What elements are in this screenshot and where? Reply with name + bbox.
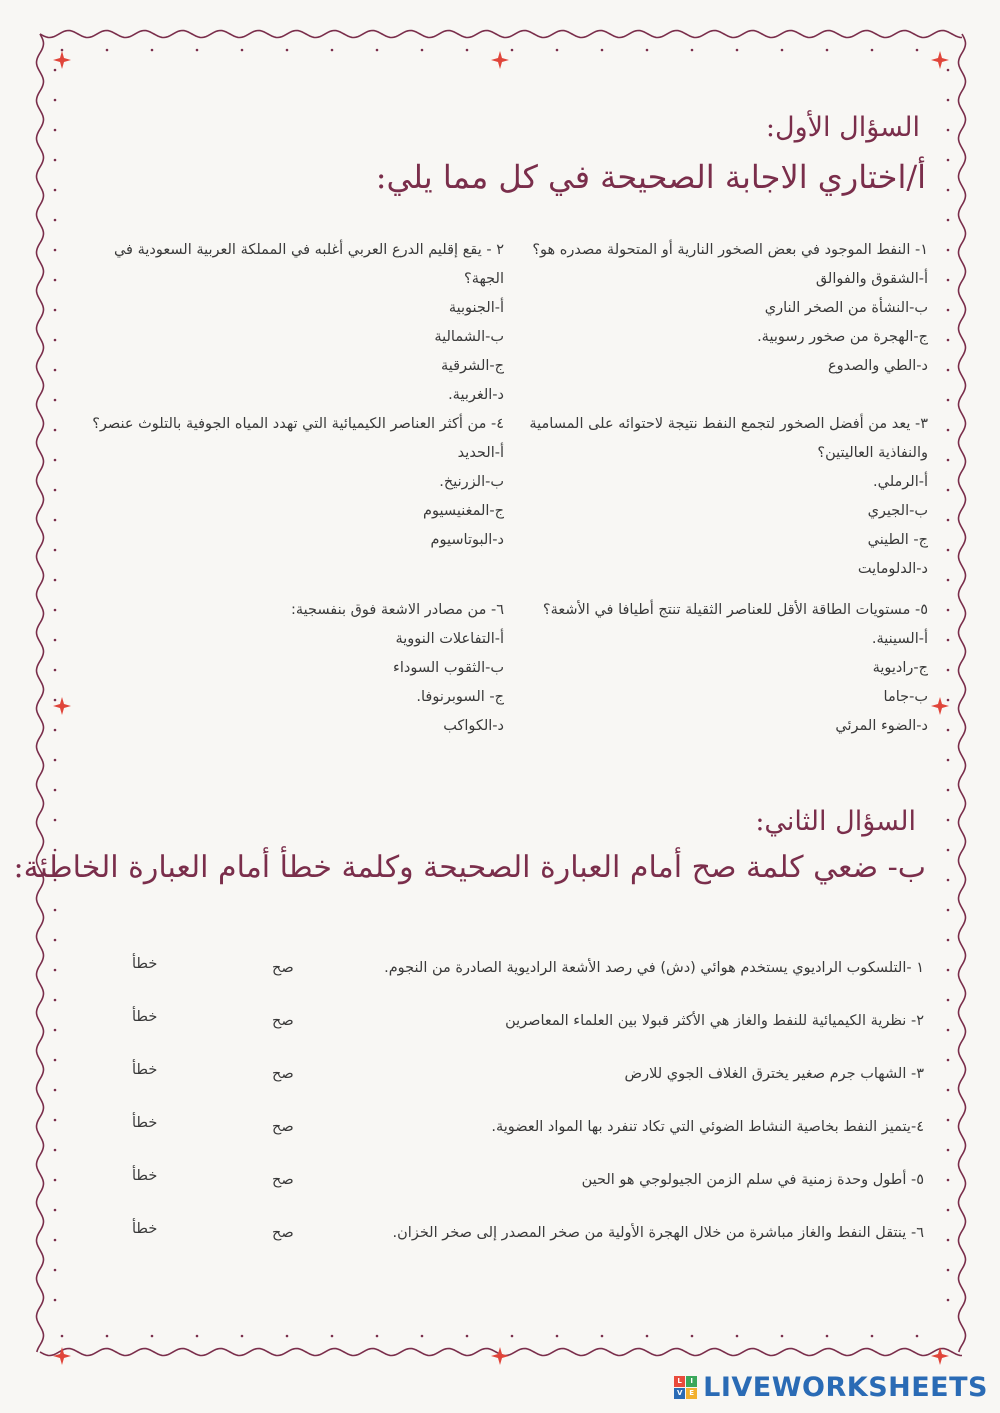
border-dot bbox=[54, 519, 57, 522]
border-dot bbox=[54, 459, 57, 462]
true-option[interactable]: صح bbox=[272, 960, 294, 976]
answer-option[interactable]: د-البوتاسيوم bbox=[430, 532, 504, 548]
answer-option[interactable]: أ-التفاعلات النووية bbox=[395, 631, 504, 647]
border-dot bbox=[376, 49, 379, 52]
border-dot bbox=[54, 1059, 57, 1062]
star-ornament-icon bbox=[53, 1347, 71, 1365]
border-dot bbox=[151, 49, 154, 52]
border-dot bbox=[947, 399, 950, 402]
border-dot bbox=[947, 369, 950, 372]
star-ornament-icon bbox=[491, 1347, 509, 1365]
border-dot bbox=[947, 579, 950, 582]
answer-option[interactable]: أ-الشقوق والفوالق bbox=[815, 271, 928, 287]
border-dot bbox=[916, 49, 919, 52]
mcq-question-3 bbox=[498, 410, 928, 584]
border-dot bbox=[947, 429, 950, 432]
border-dot bbox=[54, 999, 57, 1002]
answer-option[interactable]: د-الضوء المرئي bbox=[835, 718, 928, 734]
answer-option[interactable]: أ-الرملي. bbox=[873, 474, 928, 490]
false-option[interactable]: خطأ bbox=[132, 1062, 158, 1078]
false-option[interactable]: خطأ bbox=[132, 1115, 158, 1131]
answer-option[interactable]: د-الغربية. bbox=[448, 387, 504, 403]
border-dot bbox=[947, 309, 950, 312]
question-stem: ٦- من مصادر الاشعة فوق بنفسجية: bbox=[290, 602, 504, 618]
answer-option[interactable]: ب-الثقوب السوداء bbox=[393, 660, 504, 676]
border-dot bbox=[466, 1335, 469, 1338]
true-false-row-2 bbox=[0, 1009, 1000, 1039]
border-dot bbox=[54, 249, 57, 252]
border-dot bbox=[601, 1335, 604, 1338]
border-dot bbox=[947, 1299, 950, 1302]
border-dot bbox=[421, 49, 424, 52]
border-dot bbox=[947, 99, 950, 102]
border-dot bbox=[54, 939, 57, 942]
liveworksheets-brand: LIVEWORKSHEETS bbox=[703, 1372, 988, 1403]
border-dot bbox=[947, 759, 950, 762]
border-dot bbox=[54, 1149, 57, 1152]
border-dot bbox=[826, 1335, 829, 1338]
border-dot bbox=[947, 129, 950, 132]
answer-option[interactable]: أ-الحديد bbox=[457, 445, 504, 461]
true-false-row-4 bbox=[0, 1115, 1000, 1145]
question-two-instruction: ب- ضعي كلمة صح أمام العبارة الصحيحة وكلمة خطأ أمام العبارة الخاطئة: bbox=[13, 850, 926, 885]
border-dot bbox=[947, 519, 950, 522]
question-stem: ١- النفط الموجود في بعض الصخور النارية أو المتحولة مصدره هو؟ bbox=[532, 242, 928, 258]
border-dot bbox=[736, 49, 739, 52]
question-stem: ٥- مستويات الطاقة الأقل للعناصر الثقيلة تنتج أطيافا في الأشعة؟ bbox=[542, 602, 928, 618]
border-dot bbox=[947, 339, 950, 342]
statement-text: ٦- ينتقل النفط والغاز مباشرة من خلال الهجرة الأولية من صخر المصدر إلى صخر الخزان. bbox=[392, 1225, 924, 1241]
answer-option[interactable]: ب-الجيري bbox=[867, 503, 928, 519]
statement-text: ٥- أطول وحدة زمنية في سلم الزمن الجيولوجي هو الحين bbox=[581, 1172, 924, 1188]
border-dot bbox=[54, 339, 57, 342]
border-dot bbox=[556, 49, 559, 52]
border-dot bbox=[947, 669, 950, 672]
border-dot bbox=[826, 49, 829, 52]
border-dot bbox=[54, 159, 57, 162]
border-dot bbox=[54, 99, 57, 102]
answer-option[interactable]: أ-الجنوبية bbox=[448, 300, 504, 316]
border-dot bbox=[54, 909, 57, 912]
border-dot bbox=[286, 1335, 289, 1338]
border-dot bbox=[947, 1209, 950, 1212]
answer-option[interactable]: ج-راديوية bbox=[872, 660, 928, 676]
wavy-border-right bbox=[959, 34, 966, 1352]
answer-option[interactable]: د-الدلومايت bbox=[857, 561, 928, 577]
border-dot bbox=[54, 579, 57, 582]
answer-option[interactable]: ب-الشمالية bbox=[434, 329, 504, 345]
border-dot bbox=[54, 699, 57, 702]
mcq-question-5 bbox=[498, 596, 928, 741]
border-dot bbox=[54, 129, 57, 132]
wavy-border-left bbox=[37, 34, 44, 1352]
border-dot bbox=[331, 1335, 334, 1338]
border-dot bbox=[947, 909, 950, 912]
border-dot bbox=[947, 849, 950, 852]
mcq-question-2 bbox=[79, 236, 504, 410]
border-dot bbox=[947, 999, 950, 1002]
mcq-question-6 bbox=[79, 596, 504, 741]
answer-option[interactable]: د-الكواكب bbox=[443, 718, 504, 734]
border-dot bbox=[241, 1335, 244, 1338]
border-dot bbox=[61, 49, 64, 52]
true-option[interactable]: صح bbox=[272, 1119, 294, 1135]
true-false-row-1 bbox=[0, 956, 1000, 986]
border-dot bbox=[916, 1335, 919, 1338]
border-dot bbox=[421, 1335, 424, 1338]
border-dot bbox=[947, 789, 950, 792]
question-stem: ٣- يعد من أفضل الصخور لتجمع النفط نتيجة لاحتوائه على المسامية والنفاذية العاليتين؟ bbox=[529, 416, 928, 461]
true-option[interactable]: صح bbox=[272, 1013, 294, 1029]
border-dot bbox=[511, 1335, 514, 1338]
border-dot bbox=[781, 1335, 784, 1338]
border-dot bbox=[947, 69, 950, 72]
border-dot bbox=[286, 49, 289, 52]
border-dot bbox=[196, 1335, 199, 1338]
border-dot bbox=[466, 49, 469, 52]
border-dot bbox=[947, 819, 950, 822]
border-dot bbox=[947, 249, 950, 252]
border-dot bbox=[54, 399, 57, 402]
border-dot bbox=[54, 1209, 57, 1212]
border-dot bbox=[151, 1335, 154, 1338]
border-dot bbox=[54, 219, 57, 222]
border-dot bbox=[646, 1335, 649, 1338]
border-dot bbox=[54, 759, 57, 762]
border-dot bbox=[947, 279, 950, 282]
true-option[interactable]: صح bbox=[272, 1066, 294, 1082]
answer-option[interactable]: أ-السينية. bbox=[871, 631, 928, 647]
star-ornament-icon bbox=[491, 51, 509, 69]
answer-option[interactable]: ب-الزرنيخ. bbox=[439, 474, 504, 490]
statement-text: ٢- نظرية الكيميائية للنفط والغاز هي الأكثر قبولا بين العلماء المعاصرين bbox=[505, 1013, 924, 1029]
question-one-title: السؤال الأول: bbox=[765, 112, 920, 143]
question-one-instruction: أ/اختاري الاجابة الصحيحة في كل مما يلي: bbox=[375, 158, 926, 196]
border-dot bbox=[54, 789, 57, 792]
border-dot bbox=[947, 939, 950, 942]
false-option[interactable]: خطأ bbox=[132, 956, 158, 972]
true-false-row-6 bbox=[0, 1221, 1000, 1251]
true-false-row-3 bbox=[0, 1062, 1000, 1092]
border-dot bbox=[54, 189, 57, 192]
border-dot bbox=[691, 1335, 694, 1338]
wavy-border-top bbox=[40, 31, 962, 38]
border-dot bbox=[106, 49, 109, 52]
border-dot bbox=[241, 49, 244, 52]
border-dot bbox=[736, 1335, 739, 1338]
question-stem: ٤- من أكثر العناصر الكيميائية التي تهدد المياه الجوفية بالتلوث عنصر؟ bbox=[92, 416, 504, 432]
answer-option[interactable]: ب-النشأة من الصخر الناري bbox=[764, 300, 928, 316]
border-dot bbox=[54, 729, 57, 732]
true-option[interactable]: صح bbox=[272, 1225, 294, 1241]
question-two-title: السؤال الثاني: bbox=[755, 806, 916, 837]
answer-option[interactable]: ج-المغنيسيوم bbox=[423, 503, 504, 519]
border-dot bbox=[646, 49, 649, 52]
answer-option[interactable]: ج- السوبرنوفا. bbox=[416, 689, 504, 705]
border-dot bbox=[54, 639, 57, 642]
mcq-question-4 bbox=[79, 410, 504, 555]
answer-option[interactable]: د-الطي والصدوع bbox=[827, 358, 928, 374]
border-dot bbox=[54, 489, 57, 492]
border-dot bbox=[947, 639, 950, 642]
border-dot bbox=[54, 369, 57, 372]
border-dot bbox=[947, 699, 950, 702]
liveworksheets-logo-icon: L I V E bbox=[674, 1376, 697, 1399]
answer-option[interactable]: ب-جاما bbox=[883, 689, 928, 705]
mcq-question-1 bbox=[498, 236, 928, 381]
liveworksheets-footer bbox=[674, 1372, 988, 1403]
border-dot bbox=[947, 219, 950, 222]
border-dot bbox=[691, 49, 694, 52]
answer-option[interactable]: ج-الهجرة من صخور رسوبية. bbox=[757, 329, 928, 345]
statement-text: ١ -التلسكوب الراديوي يستخدم هوائي (دش) في رصد الأشعة الراديوية الصادرة من النجوم. bbox=[384, 960, 924, 976]
border-dot bbox=[54, 1269, 57, 1272]
border-dot bbox=[947, 1059, 950, 1062]
border-dot bbox=[947, 729, 950, 732]
border-dot bbox=[61, 1335, 64, 1338]
border-dot bbox=[54, 429, 57, 432]
border-dot bbox=[947, 189, 950, 192]
statement-text: ٤-يتميز النفط بخاصية النشاط الضوئي التي تكاد تنفرد بها المواد العضوية. bbox=[491, 1119, 924, 1135]
border-dot bbox=[947, 159, 950, 162]
border-dot bbox=[54, 819, 57, 822]
border-dot bbox=[947, 1149, 950, 1152]
border-dot bbox=[947, 609, 950, 612]
border-dot bbox=[601, 49, 604, 52]
border-dot bbox=[781, 49, 784, 52]
border-dot bbox=[376, 1335, 379, 1338]
border-dot bbox=[196, 49, 199, 52]
border-dot bbox=[54, 609, 57, 612]
border-dot bbox=[106, 1335, 109, 1338]
border-dot bbox=[947, 1269, 950, 1272]
border-dot bbox=[331, 49, 334, 52]
border-dot bbox=[556, 1335, 559, 1338]
border-dot bbox=[54, 669, 57, 672]
border-dot bbox=[54, 1299, 57, 1302]
border-dot bbox=[54, 279, 57, 282]
border-dot bbox=[947, 549, 950, 552]
border-dot bbox=[54, 69, 57, 72]
star-ornament-icon bbox=[931, 697, 949, 715]
statement-text: ٣- الشهاب جرم صغير يخترق الغلاف الجوي للارض bbox=[624, 1066, 924, 1082]
star-ornament-icon bbox=[53, 51, 71, 69]
question-stem: ٢ - يقع إقليم الدرع العربي أغلبه في المملكة العربية السعودية في الجهة؟ bbox=[113, 242, 504, 287]
border-dot bbox=[54, 549, 57, 552]
border-dot bbox=[871, 1335, 874, 1338]
star-ornament-icon bbox=[931, 51, 949, 69]
border-dot bbox=[947, 879, 950, 882]
false-option[interactable]: خطأ bbox=[132, 1009, 158, 1025]
false-option[interactable]: خطأ bbox=[132, 1221, 158, 1237]
border-dot bbox=[511, 49, 514, 52]
border-dot bbox=[54, 309, 57, 312]
false-option[interactable]: خطأ bbox=[132, 1168, 158, 1184]
answer-option[interactable]: ج- الطيني bbox=[867, 532, 928, 548]
true-option[interactable]: صح bbox=[272, 1172, 294, 1188]
border-dot bbox=[947, 489, 950, 492]
answer-option[interactable]: ج-الشرقية bbox=[440, 358, 504, 374]
true-false-row-5 bbox=[0, 1168, 1000, 1198]
border-dot bbox=[947, 459, 950, 462]
border-dot bbox=[871, 49, 874, 52]
